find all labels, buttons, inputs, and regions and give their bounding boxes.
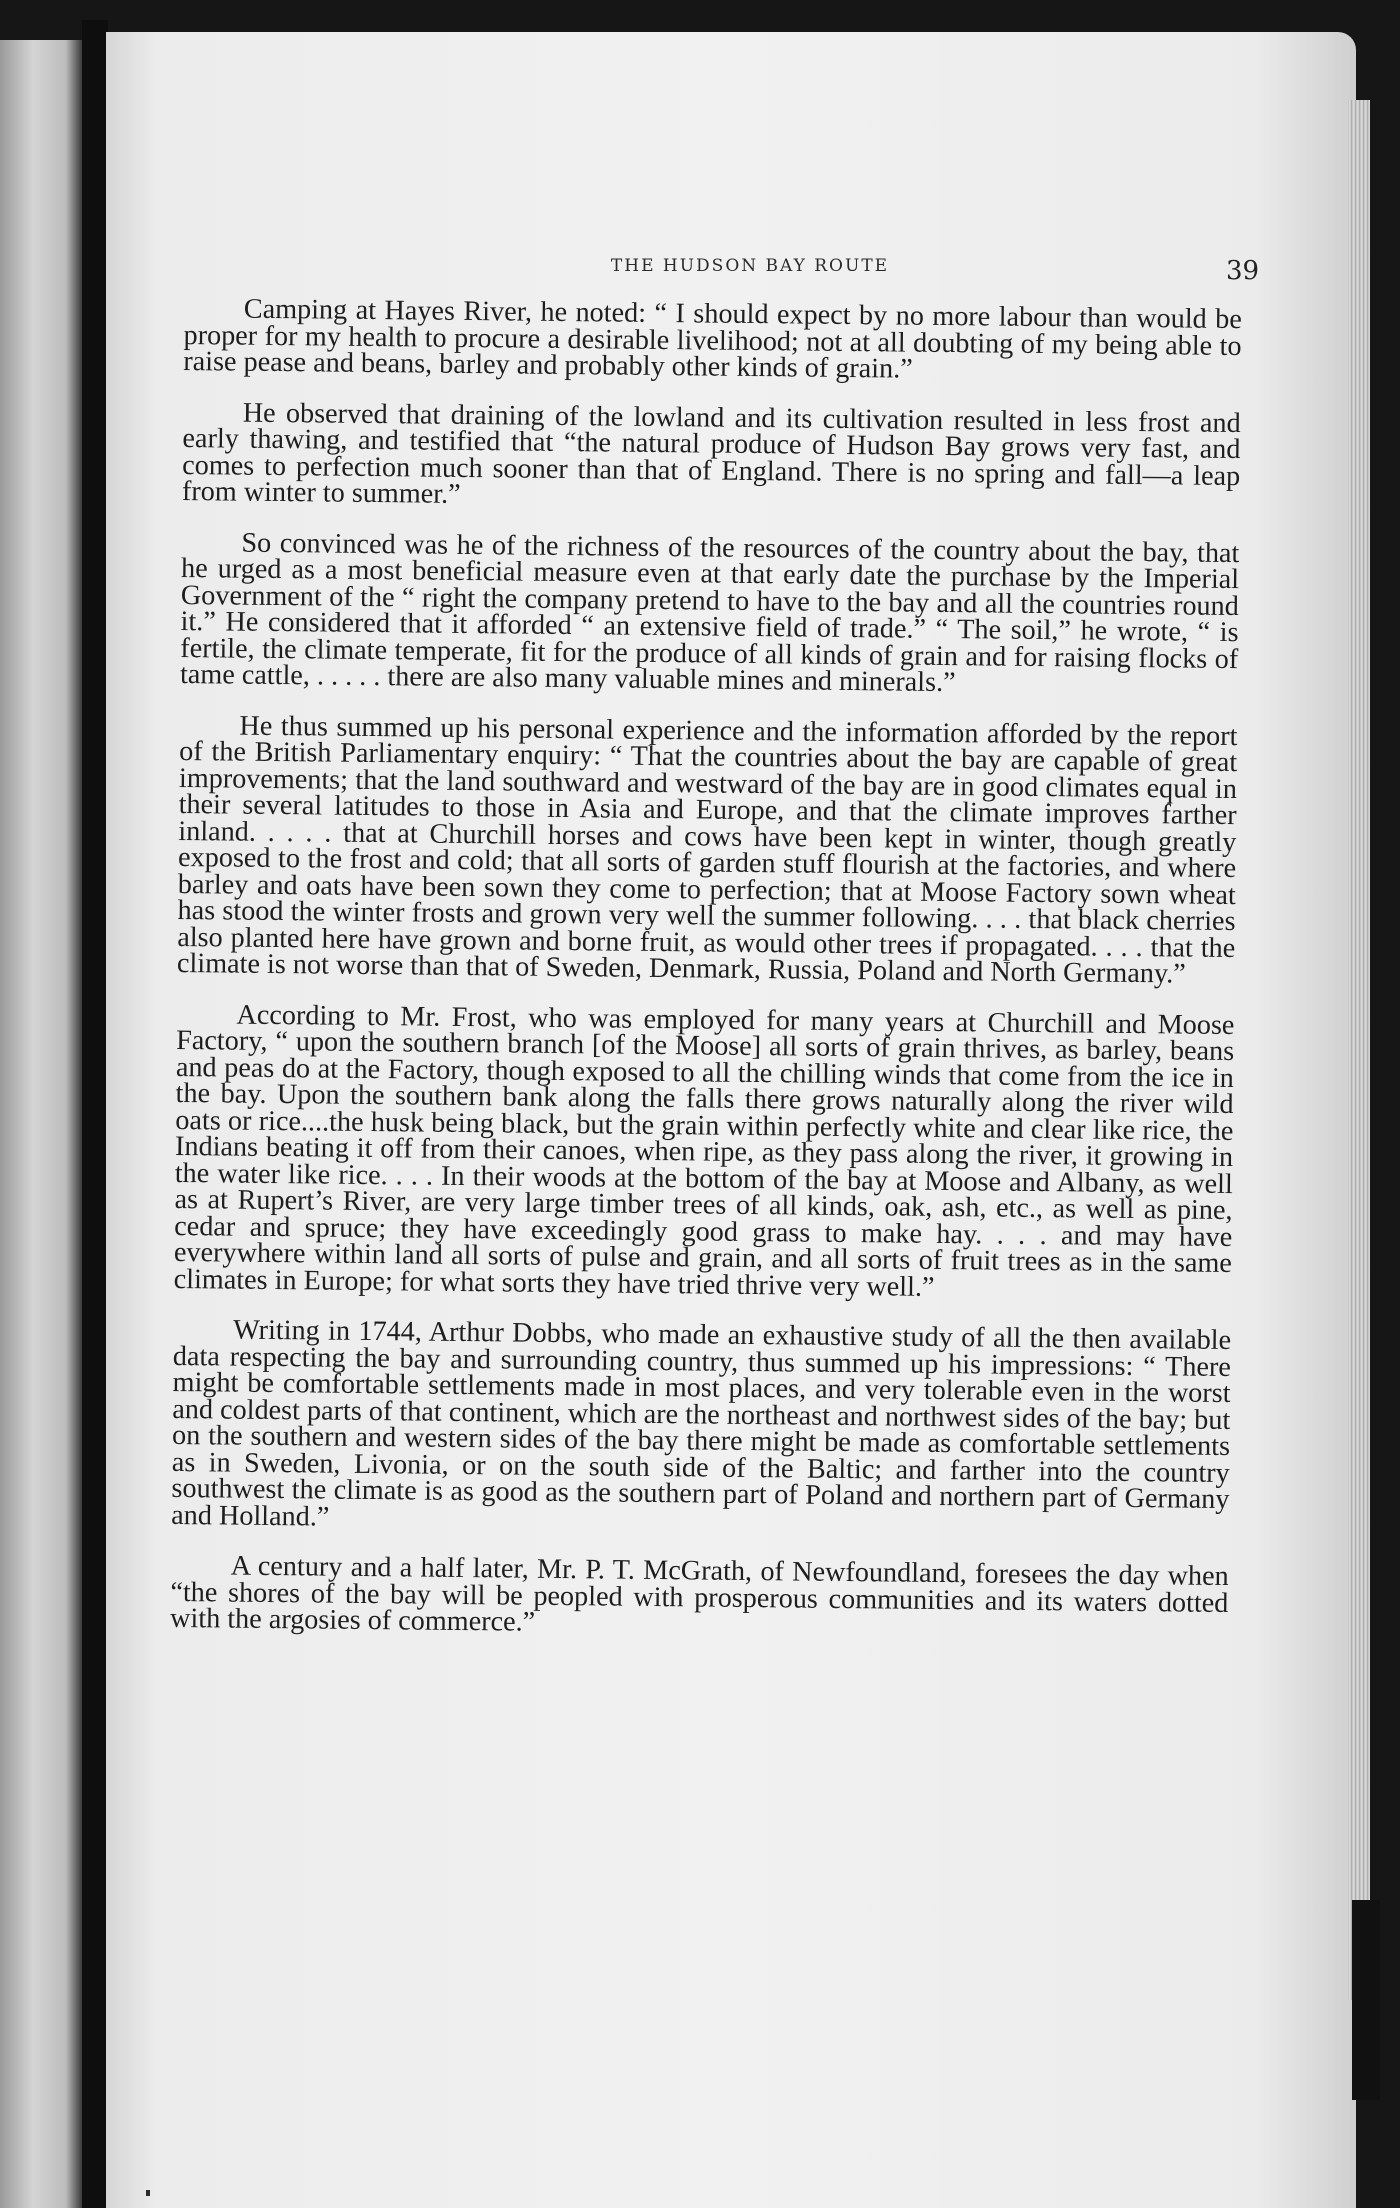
page-number: 39 <box>1226 256 1260 286</box>
paragraph-hayes-river: Camping at Hayes River, he noted: “ I should expect by no more labour than would be proper for my health to procure a desirable livelihood; not at all doubting of my being able to raise pease and beans, barley and probably other kinds of grain.” <box>183 293 1242 385</box>
paragraph-mcgrath: A century and a half later, Mr. P. T. McGrath, of Newfoundland, foresees the day when “the shores of the bay will be peopled with prosperous communities and its waters dotted with the argosies of commerce.” <box>169 1550 1229 1638</box>
paragraph-resources: So convinced was he of the richness of the resources of the country about the bay, that he urged as a most beneficial measure even at that early date the purchase by the Imperial Government of the “ right the company pretend to have to the bay and all the countries round it.” He considered that it afforded “ an extensive field of trade.” “ The soil,” he wrote, “ is fertile, the climate temperate, fit for the produce of all kinds of grain and for raising flocks of tame cattle, . . . . . there are also many valuable mines and minerals.” <box>179 527 1240 699</box>
scan-speck <box>146 2190 150 2196</box>
paragraph-lowland-draining: He observed that draining of the lowland and its cultivation resulted in less frost and early thawing, and testified that “the natural produce of Hudson Bay grows very fast, and comes to perfection much sooner than that of England. There is no spring and fall—a leap from winter to summer.” <box>181 397 1241 510</box>
facing-page-edge <box>0 40 82 2208</box>
paragraph-mr-frost: According to Mr. Frost, who was employed for many years at Churchill and Moose Factory, “ upon the southern branch [of the Moose] all sorts of grain thrives, as barley, beans and peas do at the Factory, though exposed to all the chilling winds that come from the ice in the bay. Upon the southern bank along the falls there grows naturally along the river wild oats or rice....the husk being black, but the grain within perfectly white and clear like rice, the Indians beating it off from their canoes, when ripe, as they pass along the river, it growing in the water like rice. . . . In their woods at the bottom of the bay at Moose and Albany, as well as at Rupert’s River, are very large timber trees of all kinds, oak, ash, etc., as well as pine, cedar and spruce; they have exceedingly good grass to make hay. . . . and may have everywhere within land all sorts of pulse and grain, and all sorts of fruit trees as in the same climates in Europe; for what sorts they have tried thrive very well.” <box>173 999 1235 1303</box>
page-edge-shadow <box>1352 1900 1380 2100</box>
running-header: THE HUDSON BAY ROUTE <box>610 256 890 276</box>
book-gutter <box>82 20 108 2208</box>
page-stack-edge <box>1348 100 1370 2000</box>
page-body <box>169 293 1242 1668</box>
paragraph-parliamentary-enquiry: He thus summed up his personal experience and the information afforded by the report of the British Parliamentary enquiry: “ That the countries about the bay are capable of great improvements; that the land southward and westward of the bay are in good climates equal in their several latitudes to those in Asia and Europe, and that the climate improves farther inland. . . . . that at Churchill horses and cows have been kept in winter, though greatly exposed to the frost and cold; that all sorts of garden stuff flourish at the factories, and where barley and oats have been sown they come to perfection; that at Moose Factory sown wheat has stood the winter frosts and grown very well the summer following. . . . that black cherries also planted here have grown and borne fruit, as would other trees if propagated. . . . that the climate is not worse than that of Sweden, Denmark, Russia, Poland and North Germany.” <box>176 710 1238 990</box>
paragraph-arthur-dobbs: Writing in 1744, Arthur Dobbs, who made an exhaustive study of all the then available data respecting the bay and surrounding country, thus summed up his impressions: “ There might be comfortable settlements made in most places, and very tolerable even in the worst and coldest parts of that continent, which are the northeast and northwest sides of the bay; but on the southern and western sides of the bay there might be made as comfortable settlements as in Sweden, Livonia, or on the south side of the Baltic; and farther into the country southwest the climate is as good as the southern part of Poland and northern part of Germany and Holland.” <box>171 1314 1232 1533</box>
